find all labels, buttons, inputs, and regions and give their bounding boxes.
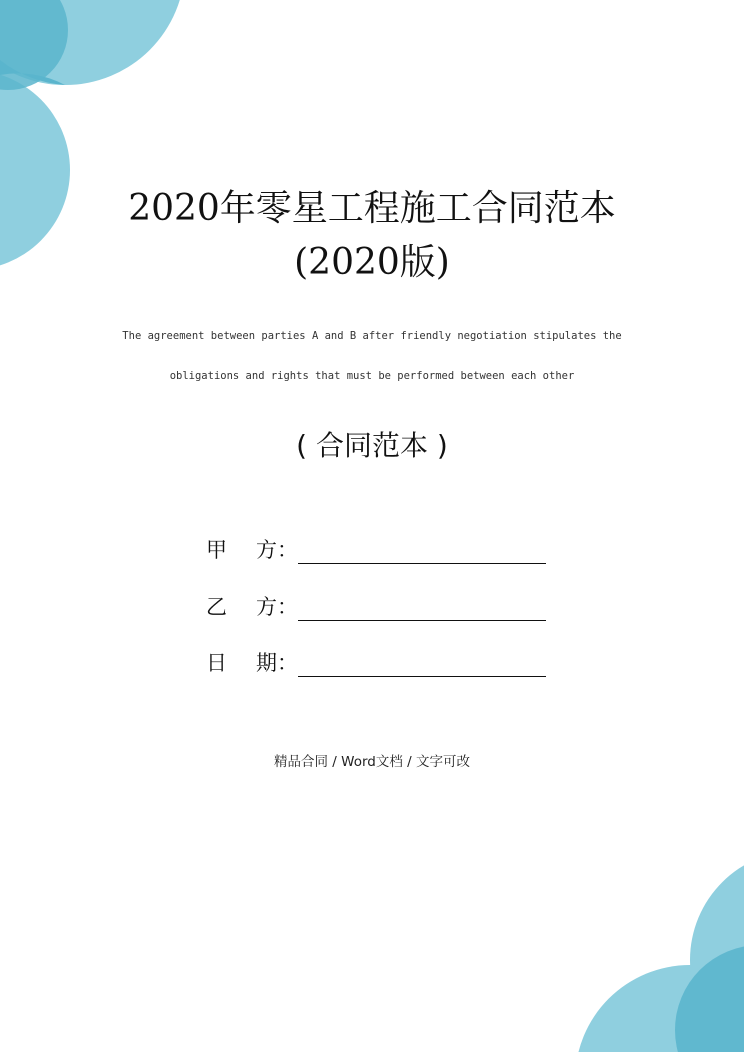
document-title-line1: 2020年零星工程施工合同范本 <box>128 188 616 229</box>
subtitle-line1: The agreement between parties A and B after friendly negotiation stipulates the <box>122 330 622 342</box>
date-label: 日 期： <box>206 651 298 675</box>
document-title-line2: (2020版) <box>294 242 450 283</box>
party-a-blank-line[interactable] <box>298 539 546 564</box>
contract-type-heading: ( 合同范本 ) <box>296 429 448 462</box>
subtitle-line2: obligations and rights that must be performed between each other <box>169 370 575 382</box>
date-field <box>206 647 546 677</box>
party-b-blank-line[interactable] <box>298 596 546 621</box>
party-b-label: 乙 方： <box>206 595 298 619</box>
party-a-field <box>206 534 546 564</box>
footer-note: 精品合同 / Word文档 / 文字可改 <box>274 754 470 770</box>
party-a-label: 甲 方： <box>206 538 298 562</box>
party-b-field <box>206 591 546 621</box>
date-blank-line[interactable] <box>298 652 546 677</box>
